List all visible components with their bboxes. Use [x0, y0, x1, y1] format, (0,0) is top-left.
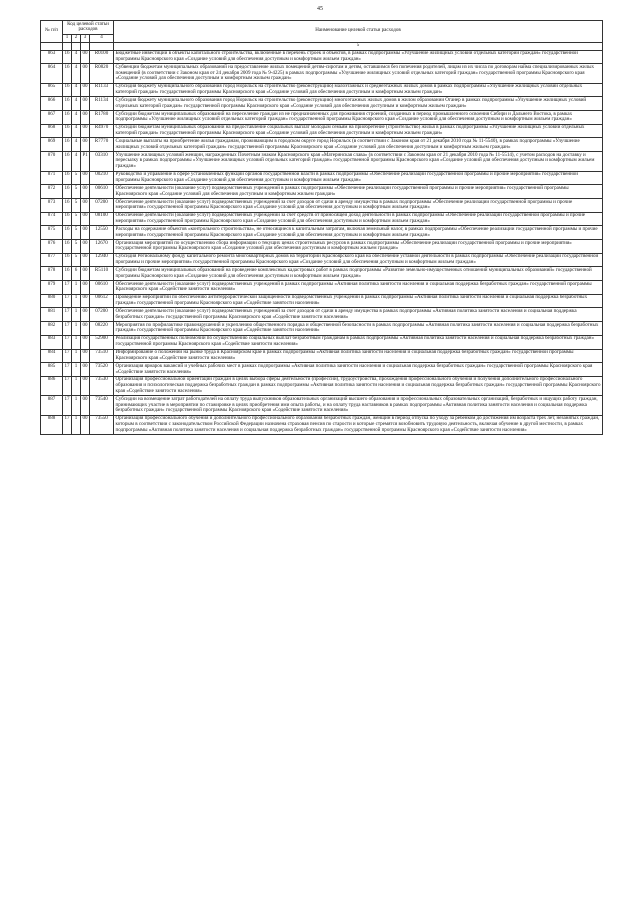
- code-part-2: 1: [72, 363, 81, 377]
- code-part-3: 00: [81, 97, 90, 111]
- code-part-2: 1: [72, 396, 81, 415]
- row-number: 866: [41, 97, 63, 111]
- row-number: 868: [41, 124, 63, 138]
- code-part-1: 16: [63, 152, 72, 171]
- code-part-1: 16: [63, 198, 72, 212]
- code-part-3: 00: [81, 83, 90, 97]
- code-part-1: 17: [63, 294, 72, 308]
- code-part-3: 00: [81, 64, 90, 83]
- code-part-4: 00610: [90, 185, 114, 199]
- item-description: Бюджетные инвестиции в объекты капитального строительства, включенные в перечень строек и объектов, в рамках подпрограммы «Улучшение жилищных условий отдельных категорий граждан» государственной программы Красноярского края «Создание условий для обеспечения доступным и комфортным жильем граждан»: [114, 50, 603, 64]
- table-row: [41, 226, 603, 240]
- code-part-2: 5: [72, 185, 81, 199]
- code-part-3: 00: [81, 363, 90, 377]
- table-row: [41, 363, 603, 377]
- code-part-4: 73540: [90, 396, 114, 415]
- code-part-1: 17: [63, 322, 72, 336]
- code-part-1: 16: [63, 185, 72, 199]
- table-body: [41, 50, 603, 435]
- code-part-2: 4: [72, 111, 81, 125]
- row-number: 877: [41, 253, 63, 267]
- code-part-1: 17: [63, 363, 72, 377]
- code-part-2: 1: [72, 294, 81, 308]
- code-part-2: 5: [72, 212, 81, 226]
- code-part-1: 16: [63, 171, 72, 185]
- code-part-3: 00: [81, 335, 90, 349]
- header-description: Наименование целевой статьи расходов: [114, 21, 603, 43]
- header-col-index-1: [41, 42, 63, 50]
- code-part-1: 16: [63, 138, 72, 152]
- code-part-1: 17: [63, 396, 72, 415]
- code-part-2: 4: [72, 83, 81, 97]
- code-part-3: 00: [81, 212, 90, 226]
- code-part-1: 16: [63, 83, 72, 97]
- header-num: № п/п: [41, 21, 63, 43]
- code-part-4: R1780: [90, 111, 114, 125]
- table-row: [41, 185, 603, 199]
- code-part-4: 73510: [90, 349, 114, 363]
- item-description: Субсидия Региональному фонду капитального ремонта многоквартирных домов на территории Красноярского края на обеспечение уставной деятельности в рамках подпрограммы «Обеспечение реализации государственной программы и прочие мероприятия» государственной программы Красноярского края «Создание условий для обеспечения доступным и комфортным жильем граждан»: [114, 253, 603, 267]
- item-description: Обеспечение деятельности (оказание услуг) подведомственных учреждений за счет средств от приносящей доход деятельности в рамках подпрограммы «Обеспечение реализации государственной программы и прочие мероприятия» государственной программы Красноярского края «Создание условий для обеспечения доступным и комфортным жильем граждан»: [114, 212, 603, 226]
- code-part-4: R0820: [90, 64, 114, 83]
- item-description: Субсидии на возмещение затрат работодателей на оплату труда выпускников образовательных организаций высшего образования и профессиональных образовательных организаций, безработных и ищущих работу граждан, принимающих участие в мероприятии по стажировке в целях приобретения ими опыта работы, и на оплату труда наставников в рамках подпрограммы «Активная политика занятости населения и социальная поддержка безработных граждан» государственной программы Красноярского края «Содействие занятости населения»: [114, 396, 603, 415]
- item-description: Информирование о положении на рынке труда в Красноярском крае в рамках подпрограммы «Активная политика занятости населения и социальная поддержка безработных граждан» государственной программы Красноярского края «Содействие занятости населения»: [114, 349, 603, 363]
- table-row: [41, 240, 603, 254]
- code-part-1: 16: [63, 64, 72, 83]
- code-part-4: R7770: [90, 138, 114, 152]
- code-part-1: 17: [63, 281, 72, 295]
- item-description: Обеспечение деятельности (оказание услуг) подведомственных учреждений в рамках подпрограммы «Обеспечение реализации государственной программы и прочие мероприятия» государственной программы Красноярского края «Создание условий для обеспечения доступным и комфортным жильем граждан»: [114, 185, 603, 199]
- header-code-col-2: 2: [72, 34, 81, 42]
- code-part-4: 08220: [90, 322, 114, 336]
- item-description: Проведение мероприятий по обеспечению антитеррористической защищенности подведомственных учреждений в рамках подпрограммы «Активная политика занятости населения и социальная поддержка безработных граждан» государственной программы Красноярского края «Содействие занятости населения»: [114, 294, 603, 308]
- row-number: 870: [41, 152, 63, 171]
- code-part-4: 00612: [90, 294, 114, 308]
- code-part-2: 1: [72, 376, 81, 395]
- code-part-3: 00: [81, 281, 90, 295]
- table-row: [41, 171, 603, 185]
- item-description: Организация мероприятий по осуществлению сбора информации о текущих ценах строительных ресурсов в рамках подпрограммы «Обеспечение реализации государственной программы и прочие мероприятия» государственной программы Красноярского края «Создание условий для обеспечения доступным и комфортным жильем граждан»: [114, 240, 603, 254]
- code-part-4: R1133: [90, 83, 114, 97]
- header-col-index-5: [90, 42, 114, 50]
- code-part-1: 16: [63, 267, 72, 281]
- code-part-2: 1: [72, 308, 81, 322]
- table-row: [41, 83, 603, 97]
- row-number: 873: [41, 198, 63, 212]
- item-description: Руководство и управление в сфере установленных функций органов государственной власти в рамках подпрограммы «Обеспечение реализации государственной программы и прочие мероприятия» государственной программы Красноярского края «Создание условий для обеспечения доступным и комфортным жильем граждан»: [114, 171, 603, 185]
- item-description: Субсидии бюджетам муниципальных образований на переселение граждан из не предназначенных для проживания строений, созданных в период промышленного освоения Сибири и Дальнего Востока, в рамках подпрограммы «Улучшение жилищных условий отдельных категорий граждан» государственной программы Красноярского края «Создание условий для обеспечения доступным и комфортным жильем граждан»: [114, 111, 603, 125]
- code-part-3: 00: [81, 226, 90, 240]
- item-description: Улучшение жилищных условий женщин, награжденных Почетным знаком Красноярского края «Материнская слава» (в соответствии с Законом края от 21 декабря 2010 года № 11-5514), с учетом расходов на доставку и пересылку в рамках подпрограммы «Улучшение жилищных условий отдельных категорий граждан» государственной программы Красноярского края «Создание условий для обеспечения доступным и комфортным жильем граждан»: [114, 152, 603, 171]
- header-code: Код целевой статьи расходов: [63, 21, 114, 35]
- row-number: 876: [41, 240, 63, 254]
- code-part-4: 07200: [90, 198, 114, 212]
- code-part-1: 16: [63, 50, 72, 64]
- header-col-index-4: [81, 42, 90, 50]
- code-part-3: 00: [81, 349, 90, 363]
- code-part-3: 00: [81, 376, 90, 395]
- target-items-table: [40, 20, 603, 435]
- code-part-4: R5110: [90, 267, 114, 281]
- code-part-4: 08100: [90, 212, 114, 226]
- code-part-1: 17: [63, 349, 72, 363]
- header-col-index-desc: 5: [114, 42, 603, 50]
- row-number: 865: [41, 83, 63, 97]
- row-number: 888: [41, 415, 63, 434]
- table-row: [41, 50, 603, 64]
- table-row: [41, 396, 603, 415]
- item-description: Организация профессиональной ориентации граждан в целях выбора сферы деятельности (профессии), трудоустройства, прохождения профессионального обучения и получения дополнительного профессионального образования и психологическая поддержка безработных граждан в рамках подпрограммы «Активная политика занятости населения и социальная поддержка безработных граждан» государственной программы Красноярского края «Содействие занятости населения»: [115, 376, 601, 394]
- header-code-col-3: 3: [81, 34, 90, 42]
- code-part-1: 17: [63, 415, 72, 434]
- row-number: 884: [41, 349, 63, 363]
- code-part-3: 00: [81, 50, 90, 64]
- code-part-2: 1: [72, 415, 81, 434]
- code-part-2: 6: [72, 267, 81, 281]
- row-number: 883: [41, 335, 63, 349]
- item-description: Субсидии бюджетам муниципальных образований на предоставление социальных выплат молодым семьям на приобретение (строительство) жилья в рамках подпрограммы «Улучшение жилищных условий отдельных категорий граждан» государственной программы Красноярского края «Создание условий для обеспечения доступным и комфортным жильем граждан»: [114, 124, 603, 138]
- item-description: Субвенции бюджетам муниципальных образований на предоставление жилых помещений детям-сиротам и детям, оставшимся без попечения родителей, лицам из их числа по договорам найма специализированных жилых помещений (в соответствии с Законом края от 24 декабря 2009 года № 9-4225) в рамках подпрограммы «Улучшение жилищных условий отдельных категорий граждан» государственной программы Красноярского края «Создание условий для обеспечения доступным и комфортным жильем граждан»: [114, 64, 603, 83]
- code-part-1: 17: [63, 308, 72, 322]
- code-part-3: 00: [81, 294, 90, 308]
- code-part-3: 00: [81, 240, 90, 254]
- code-part-4: 12670: [90, 240, 114, 254]
- table-row: [41, 253, 603, 267]
- code-part-2: 5: [72, 198, 81, 212]
- code-part-1: 16: [63, 253, 72, 267]
- header-col-index-2: [63, 42, 72, 50]
- code-part-2: 5: [72, 226, 81, 240]
- row-number: 879: [41, 281, 63, 295]
- code-part-3: 00: [81, 415, 90, 434]
- row-number: 867: [41, 111, 63, 125]
- code-part-4: 12940: [90, 253, 114, 267]
- code-part-3: 00: [81, 198, 90, 212]
- table-row: [41, 212, 603, 226]
- table-row: [41, 281, 603, 295]
- code-part-1: 16: [63, 97, 72, 111]
- code-part-2: 1: [72, 322, 81, 336]
- table-row: [41, 64, 603, 83]
- row-number: 864: [41, 64, 63, 83]
- code-part-4: 73550: [90, 415, 114, 434]
- row-number: 863: [41, 50, 63, 64]
- code-part-4: 73530: [90, 376, 114, 395]
- code-part-3: 00: [81, 138, 90, 152]
- header-code-col-4: 4: [90, 34, 114, 42]
- table-row: [41, 111, 603, 125]
- code-part-1: 17: [63, 376, 72, 395]
- code-part-2: 1: [72, 281, 81, 295]
- code-part-3: 00: [81, 185, 90, 199]
- page-number: 45: [317, 6, 323, 12]
- row-number: 869: [41, 138, 63, 152]
- table-row: [41, 97, 603, 111]
- table-row: [41, 124, 603, 138]
- code-part-2: 4: [72, 97, 81, 111]
- table-row: [41, 322, 603, 336]
- code-part-4: 52900: [90, 335, 114, 349]
- table-row: [41, 349, 603, 363]
- table-row: [41, 267, 603, 281]
- row-number: 882: [41, 322, 63, 336]
- item-description: Реализация государственных полномочий по осуществлению социальных выплат безработным гражданам в рамках подпрограммы «Активная политика занятости населения и социальная поддержка безработных граждан» государственной программы Красноярского края «Содействие занятости населения»: [114, 335, 603, 349]
- table-row: [41, 335, 603, 349]
- code-part-2: 4: [72, 50, 81, 64]
- item-description: Обеспечение деятельности (оказание услуг) подведомственных учреждений в рамках подпрограммы «Активная политика занятости населения и социальная поддержка безработных граждан» государственной программы Красноярского края «Содействие занятости населения»: [114, 281, 603, 295]
- code-part-3: 00: [81, 308, 90, 322]
- code-part-2: 1: [72, 349, 81, 363]
- code-part-4: R1134: [90, 97, 114, 111]
- code-part-2: 4: [72, 124, 81, 138]
- row-number: 886: [41, 376, 63, 395]
- code-part-3: 00: [81, 322, 90, 336]
- item-description: Субсидия бюджету муниципального образования город Норильск на строительство (реконструкцию) малоэтажных и среднеэтажных жилых домов в рамках подпрограммы «Улучшение жилищных условий отдельных категорий граждан» государственной программы Красноярского края «Создание условий для обеспечения доступным и комфортным жильем граждан»: [114, 83, 603, 97]
- code-part-2: 5: [72, 253, 81, 267]
- code-part-1: 16: [63, 240, 72, 254]
- code-part-2: 1: [72, 335, 81, 349]
- code-part-3: 00: [81, 253, 90, 267]
- item-description: Социальные выплаты на приобретение жилья гражданам, проживающим в городском округе город Норильск (в соответствии с Законом края от 21 декабря 2010 года № 11-5540), в рамках подпрограммы «Улучшение жилищных условий отдельных категорий граждан» государственной программы Красноярского края «Создание условий для обеспечения доступным и комфортным жильем граждан»: [114, 138, 603, 152]
- table-row: [41, 198, 603, 212]
- code-part-3: 00: [81, 111, 90, 125]
- code-part-1: 16: [63, 124, 72, 138]
- code-part-4: 00210: [90, 171, 114, 185]
- row-number: 875: [41, 226, 63, 240]
- code-part-2: 4: [72, 152, 81, 171]
- item-description: Мероприятия по профилактике правонарушений и укреплению общественного порядка и общественной безопасности в рамках подпрограммы «Активная политика занятости населения и социальная поддержка безработных граждан» государственной программы Красноярского края «Содействие занятости населения»: [114, 322, 603, 336]
- item-description: Обеспечение деятельности (оказание услуг) подведомственных учреждений за счет доходов от сдачи в аренду имущества в рамках подпрограммы «Активная политика занятости населения и социальная поддержка безработных граждан» государственной программы Красноярского края «Содействие занятости населения»: [114, 308, 603, 322]
- code-part-1: 16: [63, 212, 72, 226]
- table-row: [41, 138, 603, 152]
- table-row: [41, 152, 603, 171]
- code-part-1: 16: [63, 226, 72, 240]
- row-number: 874: [41, 212, 63, 226]
- code-part-2: 5: [72, 240, 81, 254]
- code-part-4: R4970: [90, 124, 114, 138]
- table-row: [41, 294, 603, 308]
- code-part-1: 17: [63, 335, 72, 349]
- row-number: 880: [41, 294, 63, 308]
- row-number: 872: [41, 185, 63, 199]
- code-part-4: 03310: [90, 152, 114, 171]
- code-part-4: R0100: [90, 50, 114, 64]
- table-row: [41, 376, 603, 395]
- item-description: Обеспечение деятельности (оказание услуг) подведомственных учреждений за счет доходов от сдачи в аренду имущества в рамках подпрограммы «Обеспечение реализации государственной программы и прочие мероприятия» государственной программы Красноярского края «Создание условий для обеспечения доступным и комфортным жильем граждан»: [114, 198, 603, 212]
- table-row: [41, 415, 603, 434]
- code-part-3: 00: [81, 396, 90, 415]
- code-part-1: 16: [63, 111, 72, 125]
- code-part-3: 00: [81, 267, 90, 281]
- row-number: 885: [41, 363, 63, 377]
- code-part-2: 5: [72, 171, 81, 185]
- code-part-3: 00: [81, 171, 90, 185]
- code-part-2: 4: [72, 64, 81, 83]
- header-code-col-1: 1: [63, 34, 72, 42]
- item-description: Субсидии бюджетам муниципальных образований на проведение комплексных кадастровых работ в рамках подпрограммы «Развитие земельно-имущественных отношений муниципальных образований» государственной программы Красноярского края «Создание условий для обеспечения доступным и комфортным жильем граждан»: [114, 267, 603, 281]
- row-number: 881: [41, 308, 63, 322]
- item-description: Организация профессионального обучения и дополнительного профессионального образования безработных граждан, женщин в период отпуска по уходу за ребенком до достижения им возраста трех лет, незанятых граждан, которым в соответствии с законодательством Российской Федерации назначена страховая пенсия по старости и которые стремятся возобновить трудовую деятельность, включая обучение в другой местности, в рамках подпрограммы «Активная политика занятости населения и социальная поддержка безработных граждан» государственной программы Красноярского края «Содействие занятости населения»: [114, 415, 603, 434]
- code-part-3: 00: [81, 124, 90, 138]
- code-part-4: 12550: [90, 226, 114, 240]
- item-description: Организация ярмарок вакансий и учебных рабочих мест в рамках подпрограммы «Активная политика занятости населения и социальная поддержка безработных граждан» государственной программы Красноярского края «Содействие занятости населения»: [114, 363, 603, 377]
- code-part-4: 73520: [90, 363, 114, 377]
- header-col-index-3: [72, 42, 81, 50]
- code-part-4: 00610: [90, 281, 114, 295]
- row-number: 887: [41, 396, 63, 415]
- row-number: 878: [41, 267, 63, 281]
- item-description: Расходы на содержание объектов «контрольного строительства», не относящиеся к капитальным затратам, включая земельный налог, в рамках подпрограммы «Обеспечение реализации государственной программы и прочие мероприятия» государственной программы Красноярского края «Создание условий для обеспечения доступным и комфортным жильем граждан»: [114, 226, 603, 240]
- code-part-2: 4: [72, 138, 81, 152]
- row-number: 871: [41, 171, 63, 185]
- code-part-3: P1: [81, 152, 90, 171]
- table-row: [41, 308, 603, 322]
- item-description: Субсидия бюджету муниципального образования город Норильск на строительство (реконструкцию) многоэтажных жилых домов в жилом образовании Оганер в рамках подпрограммы «Улучшение жилищных условий отдельных категорий граждан» государственной программы Красноярского края «Создание условий для обеспечения доступным и комфортным жильем граждан»: [114, 97, 603, 111]
- code-part-4: 07200: [90, 308, 114, 322]
